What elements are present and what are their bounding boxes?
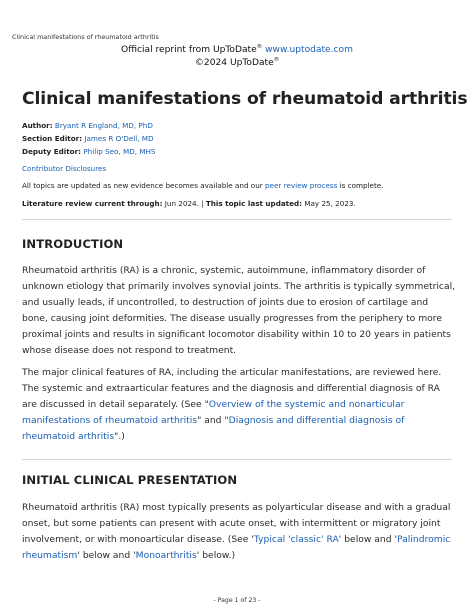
deputy-editor-line [22,147,156,156]
review-label: Literature review current through: [22,199,163,208]
registered-mark: ® [256,43,263,50]
below-text: ' below and ' [77,550,136,561]
copyright-text: ©2024 UpToDate [194,58,274,68]
author-line [22,121,153,130]
reprint-prefix: Official reprint from UpToDate [121,45,257,55]
paragraph-line: proximal joints and results in significant locomotor disability within 10 to 20 years in patients [22,329,451,340]
review-date: Jun 2024. [162,199,199,208]
reprint-notice [0,45,474,55]
and-text: " and " [197,415,229,426]
contributor-disclosures-link[interactable]: Contributor Disclosures [22,164,107,173]
palindromic-rheumatism-link[interactable]: Palindromic [397,534,451,545]
overview-systemic-link[interactable]: Overview of the systemic and nonarticular [208,399,405,410]
last-updated-date: May 25, 2023. [302,199,356,208]
diagnosis-link[interactable]: Diagnosis and differential diagnosis of [228,415,405,426]
review-dates [22,199,356,208]
monoarthritis-link[interactable]: Monoarthritis [135,550,197,561]
closing-text: ".) [114,431,125,442]
diagnosis-link-cont[interactable]: rheumatoid arthritis [22,431,115,442]
paragraph-line: Rheumatoid arthritis (RA) is a chronic, systemic, autoimmune, inflammatory disorder of [22,265,426,276]
introduction-paragraph-2 [22,365,462,445]
deputy-editor-label: Deputy Editor: [22,147,82,156]
paragraph-line: bone, causing joint deformities. The disease usually progresses from the periphery to more [22,313,443,324]
section-divider [22,459,452,460]
below-text: ' below and ' [338,534,398,545]
paragraph-line [22,532,462,548]
closing-text: ' below.) [196,550,236,561]
update-note-post: is complete. [337,181,384,190]
palindromic-rheumatism-link-cont[interactable]: rheumatism [22,550,78,561]
article-title: Clinical manifestations of rheumatoid arthritis [22,89,468,109]
section-divider [22,219,452,220]
paragraph-line [22,413,462,429]
paragraph-line [22,429,462,445]
registered-mark: ® [273,56,280,63]
paragraph-line: The systemic and extraarticular features and the diagnosis and differential diagnosis of RA [22,383,440,394]
peer-review-link[interactable]: peer review process [265,181,338,190]
typical-ra-link[interactable]: Typical 'classic' RA [253,534,339,545]
see-text: involvement, or with monoarticular disease. (See ' [22,534,254,545]
contributor-disclosures-line [22,164,106,173]
section-editor-link[interactable]: James R O'Dell, MD [84,134,154,143]
last-updated-label: This topic last updated: [205,199,303,208]
see-text: are discussed in detail separately. (See " [22,399,209,410]
paragraph-line [22,548,462,564]
paragraph-line [22,397,462,413]
introduction-heading: INTRODUCTION [22,237,124,251]
introduction-paragraph-1 [22,263,462,359]
overview-systemic-link-cont[interactable]: manifestations of rheumatoid arthritis [22,415,198,426]
initial-presentation-paragraph [22,500,462,564]
section-editor-line [22,134,154,143]
paragraph-line: onset, but some patients can present with acute onset, with intermittent or migratory joint [22,518,441,529]
paragraph-line: whose disease does not respond to treatment. [22,345,237,356]
page-number: - Page 1 of 23 - [213,597,261,604]
date-separator: | [198,199,206,208]
author-label: Author: [22,121,53,130]
uptodate-link[interactable]: www.uptodate.com [265,45,353,55]
update-note [22,181,384,190]
paragraph-line: and usually leads, if uncontrolled, to destruction of joints due to erosion of cartilage and [22,297,429,308]
author-link[interactable]: Bryant R England, MD, PhD [54,121,153,130]
paragraph-line: Rheumatoid arthritis (RA) most typically presents as polyarticular disease and with a gradual [22,502,451,513]
paragraph-line: The major clinical features of RA, including the articular manifestations, are reviewed here. [22,367,442,378]
update-note-pre: All topics are updated as new evidence becomes available and our [22,181,265,190]
paragraph-line: unknown etiology that primarily involves synovial joints. The arthritis is typically symmetrical, [22,281,456,292]
running-header: Clinical manifestations of rheumatoid arthritis [12,33,159,41]
initial-presentation-heading: INITIAL CLINICAL PRESENTATION [22,473,238,487]
section-editor-label: Section Editor: [22,134,83,143]
copyright-notice [0,58,474,68]
deputy-editor-link[interactable]: Philip Seo, MD, MHS [83,147,156,156]
